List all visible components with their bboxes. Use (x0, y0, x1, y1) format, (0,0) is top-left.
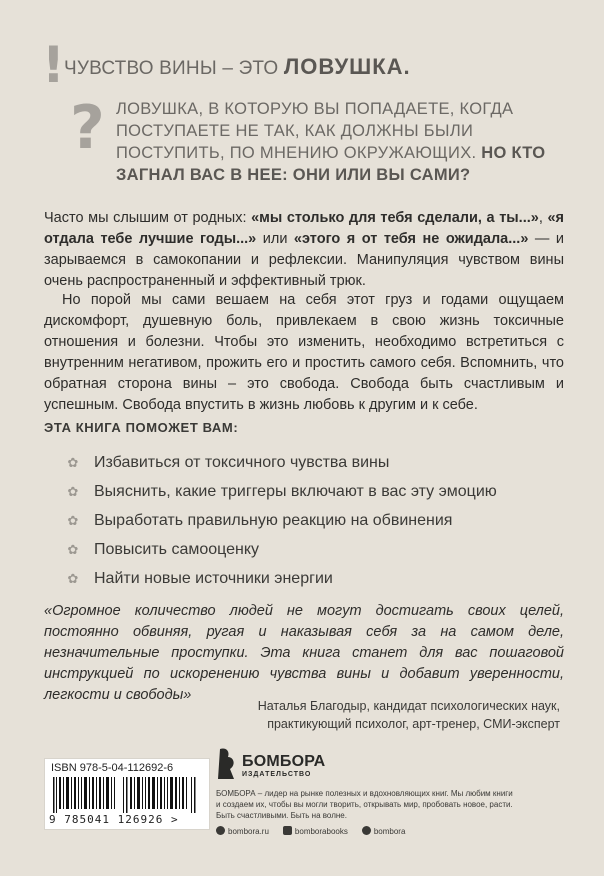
p1-quote-1: «мы столько для тебя сделали, а ты...» (251, 210, 539, 226)
list-item (66, 477, 497, 506)
list-item (66, 448, 497, 477)
p1-text-4: — и зарываемся в самокопании и рефлексии. Манипуляция чувством вины очень распространенный и эффективный трюк. (44, 231, 564, 289)
bombora-logo-icon (216, 747, 238, 781)
p1-quote-2: «я отдала тебе лучшие годы...» (44, 210, 564, 247)
p1-text-2: , (538, 210, 548, 226)
list-item-text: Найти новые источники энергии (94, 569, 333, 587)
benefits-list (66, 448, 497, 593)
barcode-digits: 9 785041 126926 > (49, 813, 179, 826)
flower-bullet-icon: ✿ (67, 570, 79, 586)
barcode (44, 758, 210, 830)
paragraph-2: Но порой мы сами вешаем на себя этот груз и годами ощущаем дискомфорт, душевную боль, привлекаем в свою жизнь токсичные отношения и болезни. Чтобы это изменить, необходимо встретиться с внутренним негативом, прожить его и простить самого себя. Вспомнить, что обратная сторона вины – это свобода. Свобода быть счастливым и успешным. Свобода впустить в жизнь любовь к другим и к себе. (44, 292, 564, 413)
list-item (66, 564, 497, 593)
publisher-subtitle: ИЗДАТЕЛЬСТВО (242, 771, 312, 778)
publisher-links (216, 826, 405, 836)
exclamation-mark: ! (42, 36, 65, 94)
benefits-heading: ЭТА КНИГА ПОМОЖЕТ ВАМ: (44, 420, 239, 435)
list-item-text: Повысить самооценку (94, 540, 260, 558)
vk-icon (283, 826, 292, 835)
isbn-text: ISBN 978-5-04-112692-6 (51, 762, 174, 774)
telegram-link[interactable] (362, 826, 406, 836)
list-item-text: Выработать правильную реакцию на обвинения (94, 511, 453, 529)
flower-bullet-icon: ✿ (67, 541, 79, 557)
quote-author (200, 697, 560, 733)
p1-text-1: Часто мы слышим от родных: (44, 210, 252, 226)
list-item-text: Избавиться от токсичного чувства вины (94, 453, 390, 471)
headline (64, 54, 411, 80)
headline-bold: ЛОВУШКА. (283, 54, 411, 79)
barcode-bars-icon (53, 777, 201, 813)
telegram-icon (362, 826, 371, 835)
p1-quote-3: «этого я от тебя не ожидала...» (293, 231, 529, 247)
subheadline (116, 98, 576, 186)
telegram-label: bombora (373, 827, 406, 836)
author-line-1: Наталья Благодыр, кандидат психологических наук, (257, 699, 560, 713)
paragraph-1 (44, 208, 564, 292)
flower-bullet-icon: ✿ (67, 483, 79, 499)
website-label: bombora.ru (228, 827, 269, 836)
headline-text: ЧУВСТВО ВИНЫ – ЭТО (64, 58, 279, 79)
publisher-name: БОМБОРА (242, 753, 326, 770)
list-item-text: Выяснить, какие триггеры включают в вас эту эмоцию (94, 482, 497, 500)
list-item (66, 535, 497, 564)
subheadline-text: ЛОВУШКА, В КОТОРУЮ ВЫ ПОПАДАЕТЕ, КОГДА ПОСТУПАЕТЕ НЕ ТАК, КАК ДОЛЖНЫ БЫЛИ ПОСТУПИТЬ, ПО МНЕНИЮ ОКРУЖАЮЩИХ. (116, 100, 514, 162)
list-item (66, 506, 497, 535)
globe-icon (216, 826, 225, 835)
flower-bullet-icon: ✿ (67, 454, 79, 470)
website-link[interactable] (216, 826, 269, 836)
question-mark: ? (70, 93, 105, 163)
p1-text-3: или (256, 231, 294, 247)
flower-bullet-icon: ✿ (67, 512, 79, 528)
review-quote: «Огромное количество людей не могут достигать своих целей, постоянно обвиняя, ругая и наказывая себя за на самом деле, незначительные проступки. Эта книга станет для вас пошаговой инструкцией по искоренению чувства вины и добавит уверенности, легкости и свободы» (44, 603, 564, 703)
author-line-2: практикующий психолог, арт-тренер, СМИ-эксперт (267, 717, 560, 731)
vk-label: bomborabooks (294, 827, 348, 836)
vk-link[interactable] (283, 826, 348, 836)
publisher-blurb: БОМБОРА – лидер на рынке полезных и вдохновляющих книг. Мы любим книги и создаем их, чтобы вы могли творить, открывать мир, пробовать новое, расти. Быть счастливыми. Быть на волне. (216, 789, 513, 820)
subheadline-bold: НО КТО ЗАГНАЛ ВАС В НЕЕ: ОНИ ИЛИ ВЫ САМИ? (116, 144, 546, 184)
